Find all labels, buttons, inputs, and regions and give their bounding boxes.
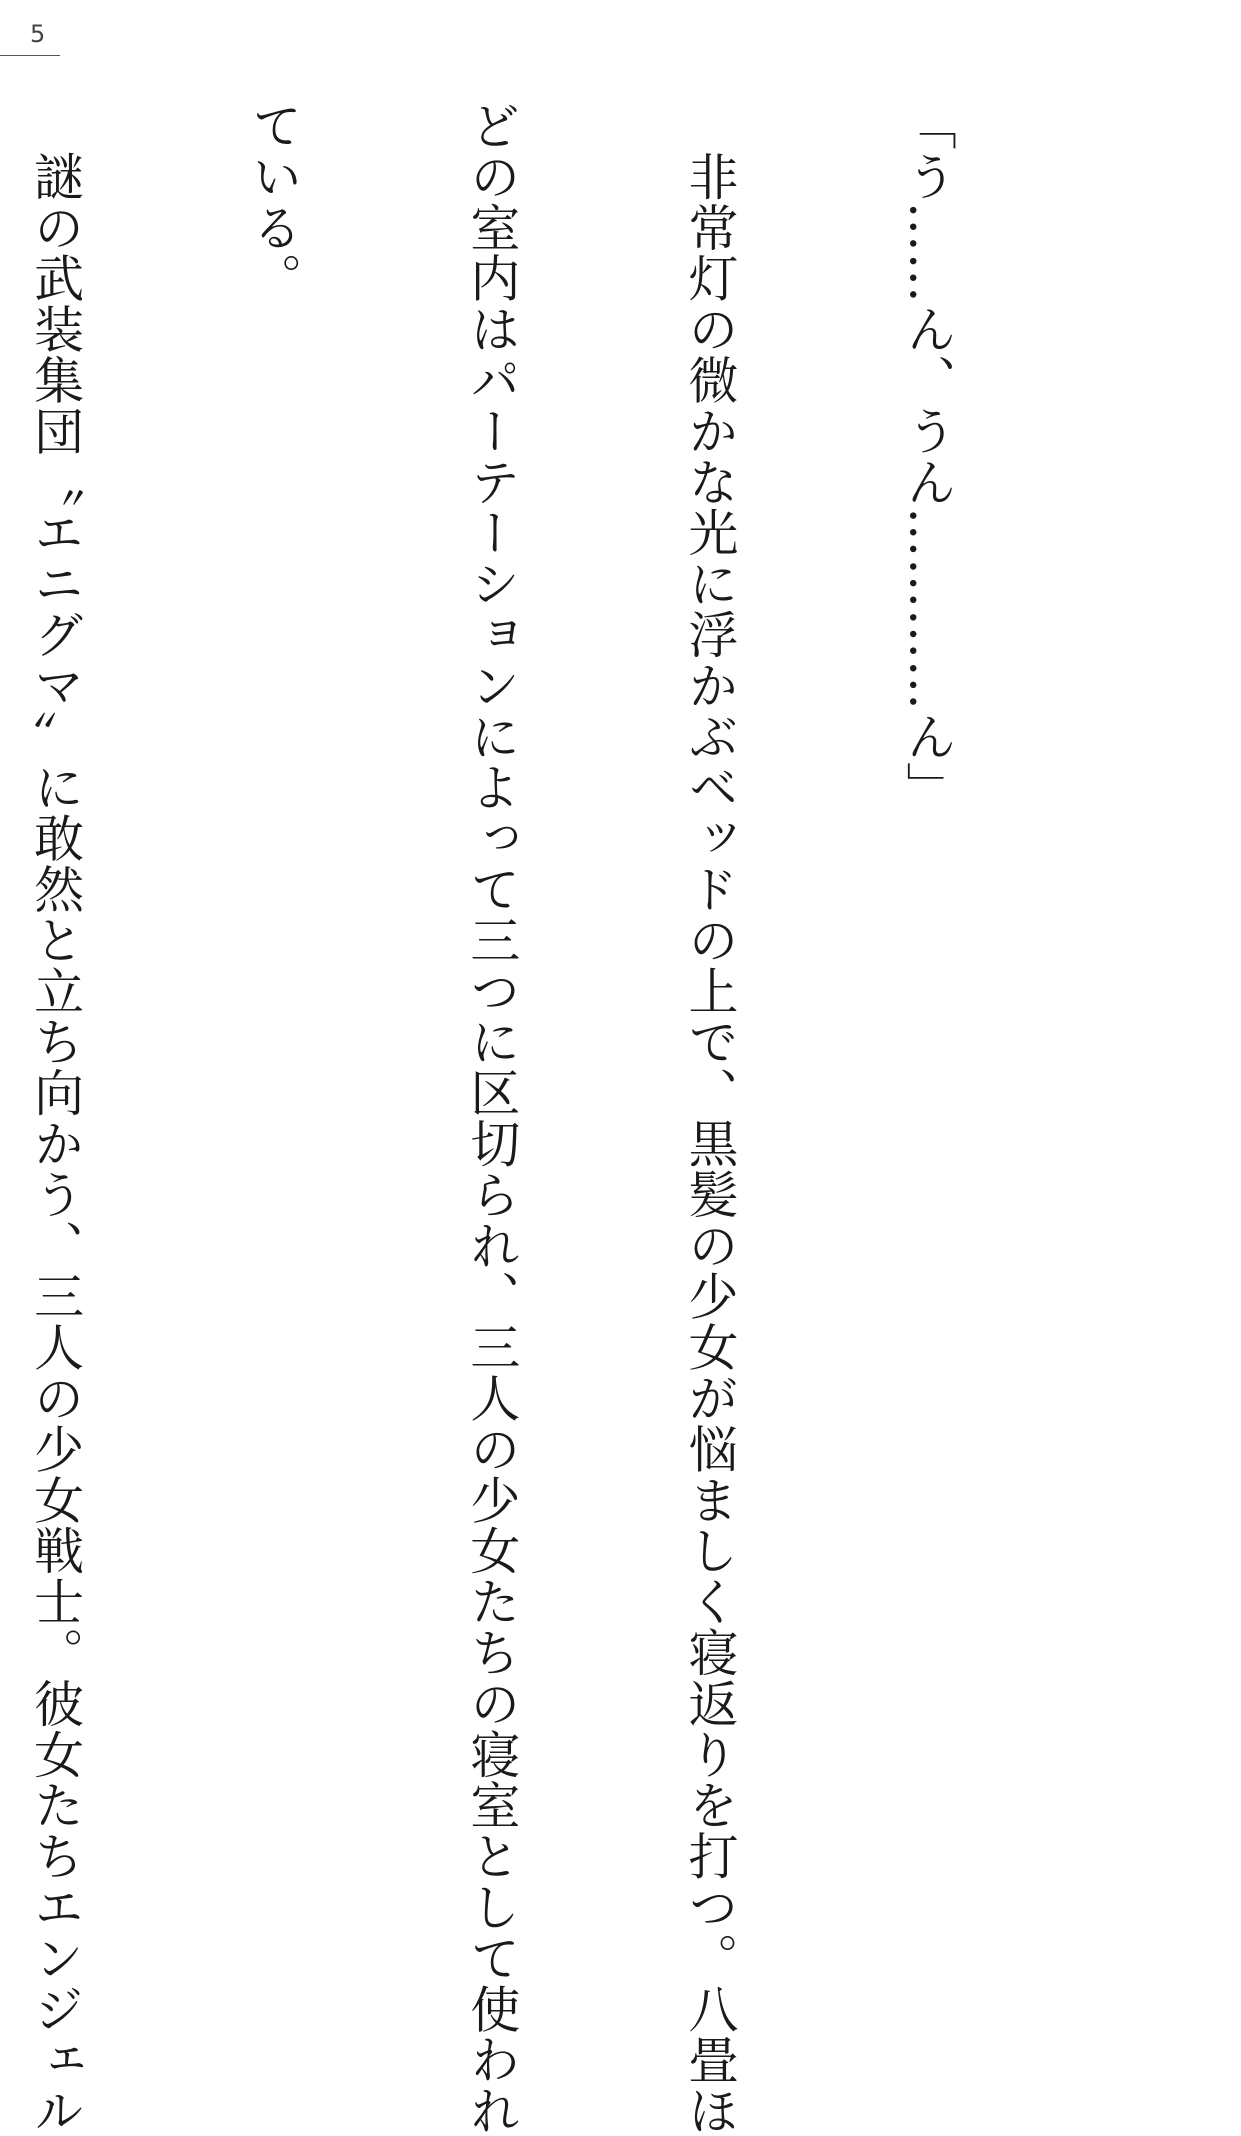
text-line: ている。 xyxy=(244,100,303,304)
page-number: 5 xyxy=(30,20,46,48)
header-rule xyxy=(0,55,60,56)
text-line: 非常灯の微かな光に浮かぶベッドの上で、黒髪の少女が悩ましく寝返りを打つ。八畳ほ xyxy=(680,100,739,2136)
text-line: 謎の武装集団〝エニグマ〟に敢然と立ち向かう、三人の少女戦士。彼女たちエンジェル xyxy=(26,100,85,2136)
text-line: どの室内はパーテーションによって三つに区切られ、三人の少女たちの寝室として使われ xyxy=(462,100,521,2136)
text-line: 「う……ん、うん…………ん」 xyxy=(898,100,957,813)
vertical-text-body xyxy=(26,100,1109,2136)
